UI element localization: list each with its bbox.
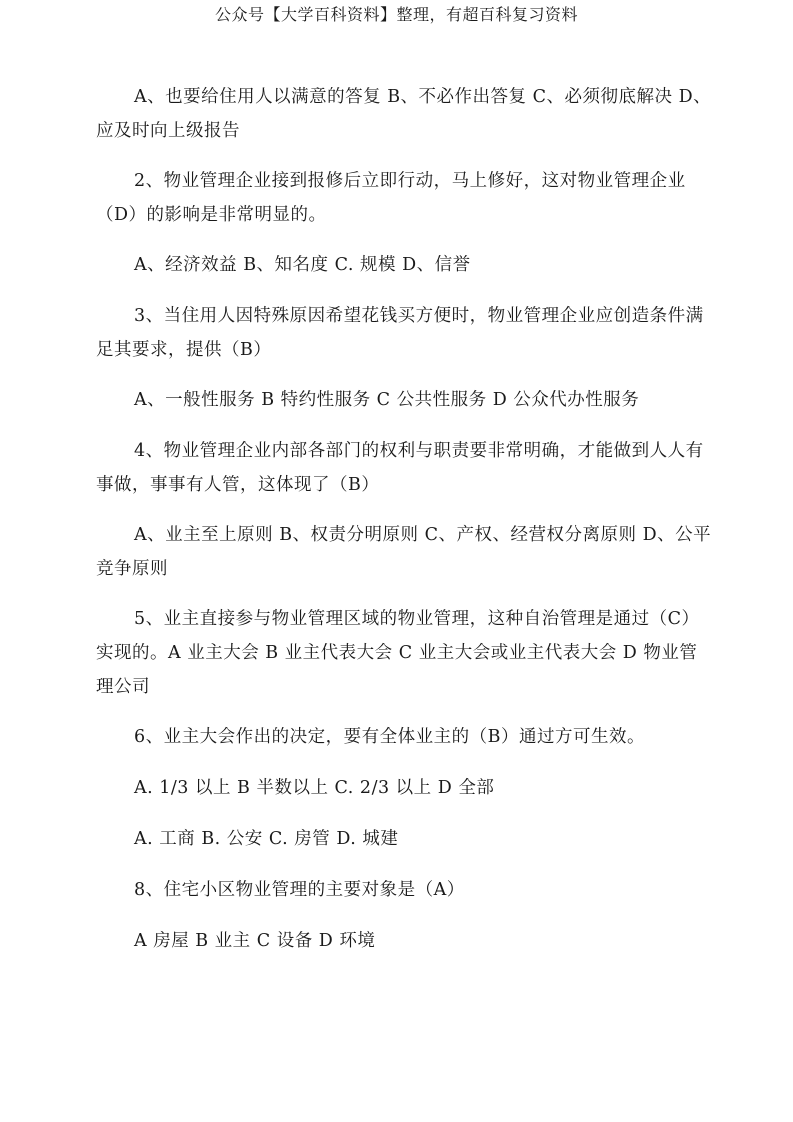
paragraph-q8-options: A 房屋 B 业主 C 设备 D 环境 (134, 931, 376, 951)
paragraph-q3: 3、当住用人因特殊原因希望花钱买方便时，物业管理企业应创造条件满足其要求，提供（B） (96, 306, 704, 360)
paragraph-q5: 5、业主直接参与物业管理区域的物业管理，这种自治管理是通过（C）实现的。A 业主大会 B 业主代表大会 C 业主大会或业主代表大会 D 物业管理公司 (96, 609, 700, 697)
document-body (96, 80, 712, 975)
paragraph-q6-options: A. 1/3 以上 B 半数以上 C. 2/3 以上 D 全部 (134, 778, 495, 798)
paragraph-q2: 2、物业管理企业接到报修后立即行动，马上修好，这对物业管理企业（D）的影响是非常明显的。 (96, 171, 686, 225)
paragraph-q6: 6、业主大会作出的决定，要有全体业主的（B）通过方可生效。 (134, 727, 645, 747)
paragraph-q1-options: A、也要给住用人以满意的答复 B、不必作出答复 C、必须彻底解决 D、应及时向上级报告 (96, 87, 712, 141)
paragraph-q4: 4、物业管理企业内部各部门的权利与职责要非常明确，才能做到人人有事做，事事有人管，这体现了（B） (96, 441, 704, 495)
paragraph-q3-options: A、一般性服务 B 特约性服务 C 公共性服务 D 公众代办性服务 (134, 390, 640, 410)
paragraph-q8: 8、住宅小区物业管理的主要对象是（A） (134, 880, 465, 900)
page-header: 公众号【大学百科资料】整理，有超百科复习资料 (214, 5, 578, 24)
paragraph-q2-options: A、经济效益 B、知名度 C. 规模 D、信誉 (134, 255, 471, 275)
paragraph-q4-options: A、业主至上原则 B、权责分明原则 C、产权、经营权分离原则 D、公平竞争原则 (96, 525, 712, 579)
paragraph-q7-options: A. 工商 B. 公安 C. 房管 D. 城建 (134, 829, 399, 849)
